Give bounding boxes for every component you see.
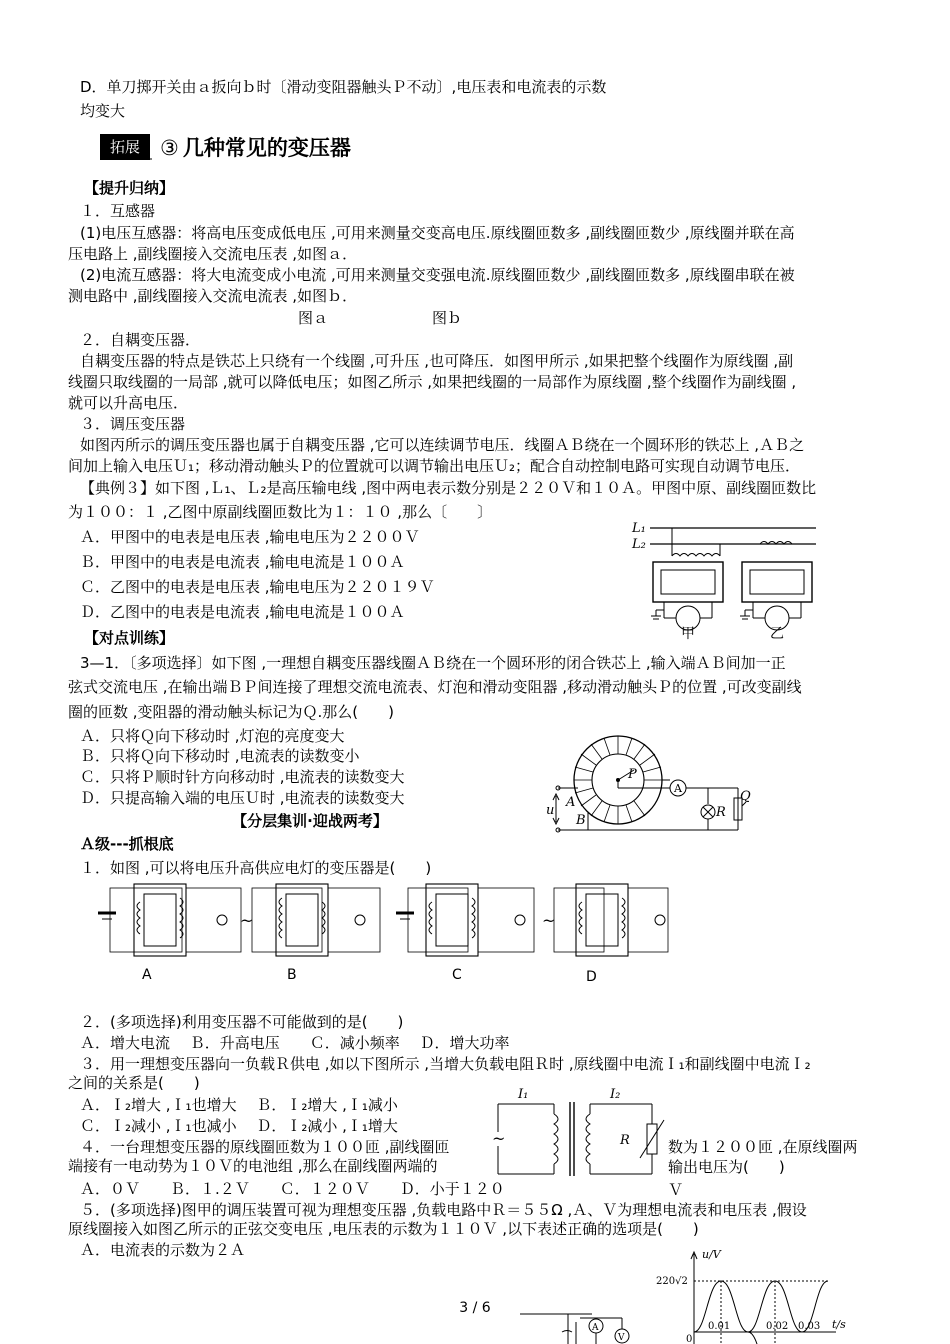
label-I2: I₂ (610, 1087, 621, 1102)
q1-text: １．如图 ,可以将电压升高供应电灯的变压器是( ) (80, 859, 432, 877)
badge-underline (100, 157, 152, 161)
q5-l1: ５．(多项选择)图甲的调压装置可视为理想变压器 ,负载电路中Ｒ＝５５Ω ,Ａ、Ｖ为理想电流表和电压表 ,假设 (80, 1201, 807, 1219)
q3-figure (494, 1084, 670, 1180)
q4-l2-left: 端接有一电动势为１０Ｖ的电池组 ,那么在副线圈两端的 (68, 1157, 438, 1175)
summary-s1-title: １．互感器 (80, 202, 156, 220)
q1-option-b-figure (240, 884, 380, 956)
label-R: R (716, 805, 726, 820)
label-A-end: A (566, 795, 576, 810)
graph-origin: 0 (686, 1334, 693, 1344)
summary-s3-l2: 间加上输入电压Ｕ₁；移动滑动触头Ｐ的位置就可以调节输出电压Ｕ₂；配合自动控制电路可实现自动调节电压． (68, 457, 801, 475)
figure-a-caption: 图ａ (298, 309, 329, 327)
svg-text:A: A (592, 1323, 599, 1333)
label-R-load: R (620, 1133, 630, 1148)
q1-option-d-figure (542, 884, 668, 956)
q1-label-c: C (452, 967, 462, 983)
q2-options: Ａ．增大电流 Ｂ．升高电压 Ｃ．减小频率 Ｄ．增大功率 (80, 1034, 510, 1052)
training-option-c: Ｃ．只将Ｐ顺时针方向移动时 ,电流表的读数变大 (80, 768, 405, 786)
extension-title: 几种常见的变压器 (182, 136, 351, 160)
intro-option-d-line1: D．单刀掷开关由ａ扳向ｂ时〔滑动变阻器触头Ｐ不动〕,电压表和电流表的示数 (80, 78, 607, 96)
summary-s1-p2-l2: 测电路中 ,副线圈接入交流电流表 ,如图ｂ． (68, 287, 358, 305)
label-jia: 甲 (681, 626, 695, 642)
level-title: Ａ级---抓根底 (80, 835, 174, 853)
label-I1: I₁ (518, 1087, 529, 1102)
svg-text:~: ~ (492, 1129, 506, 1148)
training-q-l2: 弦式交流电压 ,在输出端ＢＰ间连接了理想交流电流表、灯泡和滑动变阻器 ,移动滑动触头Ｐ的位置 ,可改变副线 (68, 678, 802, 696)
graph-peak-label: 220√2 (656, 1276, 688, 1287)
q4-options: Ａ．０Ｖ Ｂ．１.２Ｖ Ｃ．１２０Ｖ Ｄ．小于１２０ (80, 1180, 505, 1198)
svg-text:~: ~ (542, 911, 556, 930)
svg-text:V: V (618, 1333, 625, 1343)
graph-xlabel: t/s (832, 1318, 846, 1331)
q4-tail: Ｖ (668, 1181, 684, 1199)
summary-heading: 【提升归纳】 (84, 179, 175, 197)
label-L1: L₁ (632, 521, 646, 536)
summary-s3-l1: 如图丙所示的调压变压器也属于自耦变压器 ,它可以连续调节电压．线圈ＡＢ绕在一个圆环形的铁芯上 ,ＡＢ之 (80, 436, 805, 454)
q3-options-cd: Ｃ．Ｉ₂减小 ,Ｉ₁也减小 Ｄ．Ｉ₂减小 ,Ｉ₁增大 (80, 1117, 398, 1135)
summary-s1-p1-l1: (1)电压互感器：将高电压变成低电压 ,可用来测量交变高电压.原线圈匝数多 ,副线圈匝数少 ,原线圈并联在高 (80, 224, 795, 242)
q1-option-a-figure (98, 884, 241, 956)
example3-option-a: Ａ．甲图中的电表是电压表 ,输电电压为２２００Ｖ (80, 528, 420, 546)
extension-badge: 拓展 (100, 134, 150, 160)
graph-ylabel: u/V (702, 1248, 721, 1261)
extension-number: ③ (160, 136, 179, 160)
graph-tick-1: 0.01 (708, 1321, 731, 1332)
summary-s2-l2: 线圈只取线圈的一局部 ,就可以降低电压；如图乙所示 ,如果把线圈的一局部作为原线圈 ,整个线圈作为副线圈 , (68, 373, 797, 391)
label-u: u (546, 803, 555, 818)
label-L2: L₂ (632, 537, 646, 552)
q1-option-c-figure (396, 884, 534, 956)
q5-voltage-graph (656, 1248, 846, 1344)
q2-text: ２．(多项选择)利用变压器不可能做到的是( ) (80, 1013, 404, 1031)
q1-label-d: D (586, 969, 597, 985)
example3-figure (628, 518, 818, 642)
q1-label-a: A (142, 967, 152, 983)
summary-s2-l1: 自耦变压器的特点是铁芯上只绕有一个线圈 ,可升压 ,也可降压．如图甲所示 ,如果把整个线圈作为原线圈 ,副 (80, 352, 794, 370)
page-number: 3 / 6 (459, 1300, 491, 1316)
intro-option-d-line2: 均变大 (80, 102, 126, 120)
label-ammeter: A (674, 782, 682, 795)
q4-l1-left: ４．一台理想变压器的原线圈匝数为１００匝 ,副线圈匝 (80, 1138, 450, 1156)
q4-l1-right: 数为１２００匝 ,在原线圈两 (668, 1138, 858, 1156)
extension-title-wrap (160, 133, 351, 163)
example3-l1: 【典例３】如下图 ,Ｌ₁、Ｌ₂是高压输电线 ,图中两电表示数分别是２２０Ｖ和１０Ａ。甲图中原、副线圈匝数比 (80, 479, 817, 497)
summary-s2-title: ２．自耦变压器． (80, 331, 201, 349)
training-option-d: Ｄ．只提高输入端的电压Ｕ时 ,电流表的读数变大 (80, 789, 405, 807)
q5-l2: 原线圈接入如图乙所示的正弦交变电压 ,电压表的示数为１１０Ｖ ,以下表述正确的选项是( ) (68, 1220, 699, 1238)
label-Q: Q (740, 789, 751, 804)
training-option-a: Ａ．只将Ｑ向下移动时 ,灯泡的亮度变大 (80, 727, 345, 745)
figure-b-caption: 图ｂ (432, 309, 463, 327)
example3-option-d: Ｄ．乙图中的电表是电流表 ,输电电流是１００Ａ (80, 603, 405, 621)
svg-text:~: ~ (240, 911, 254, 930)
label-P: P (628, 767, 637, 782)
training-option-b: Ｂ．只将Ｑ向下移动时 ,电流表的读数变小 (80, 747, 360, 765)
summary-s1-p1-l2: 压电路上 ,副线圈接入交流电压表 ,如图ａ． (68, 245, 358, 263)
example3-l2: 为１００：１ ,乙图中原副线圈匝数比为１：１０ ,那么〔 〕 (68, 503, 493, 521)
q3-l2: 之间的关系是( ) (68, 1074, 200, 1092)
q3-options-ab: Ａ．Ｉ₂增大 ,Ｉ₁也增大 Ｂ．Ｉ₂增大 ,Ｉ₁减小 (80, 1096, 398, 1114)
summary-s1-p2-l1: (2)电流互感器：将大电流变成小电流 ,可用来测量交变强电流.原线圈匝数少 ,副线圈匝数多 ,原线圈串联在被 (80, 266, 795, 284)
q1-label-b: B (287, 967, 297, 983)
training-q-l1: 3—1．〔多项选择〕如下图 ,一理想自耦变压器线圈ＡＢ绕在一个圆环形的闭合铁芯上 ,输入端ＡＢ间加一正 (80, 654, 786, 672)
q3-l1: ３．用一理想变压器向一负载Ｒ供电 ,如以下图所示 ,当增大负载电阻Ｒ时 ,原线圈中电流Ｉ₁和副线圈中电流Ｉ₂ (80, 1055, 811, 1073)
label-B-end: B (576, 813, 586, 828)
training-q-l3: 圈的匝数 ,变阻器的滑动触头标记为Ｑ.那么( ) (68, 703, 395, 721)
q5-option-a: Ａ．电流表的示数为２Ａ (80, 1241, 246, 1259)
q4-l2-right: 输出电压为( ) (668, 1158, 785, 1176)
example3-option-b: Ｂ．甲图中的电表是电流表 ,输电电流是１００Ａ (80, 553, 405, 571)
training-heading: 【对点训练】 (84, 629, 175, 647)
summary-s2-l3: 就可以升高电压． (68, 394, 189, 412)
graph-tick-2: 0.02 (766, 1321, 789, 1332)
section-title: 【分层集训·迎战两考】 (232, 812, 388, 830)
label-yi: 乙 (770, 626, 784, 642)
summary-s3-title: ３．调压变压器 (80, 415, 186, 433)
example3-option-c: Ｃ．乙图中的电表是电压表 ,输电电压为２２０１９Ｖ (80, 578, 435, 596)
q1-transformer-options (90, 880, 680, 960)
graph-tick-3: 0.03 (798, 1321, 821, 1332)
